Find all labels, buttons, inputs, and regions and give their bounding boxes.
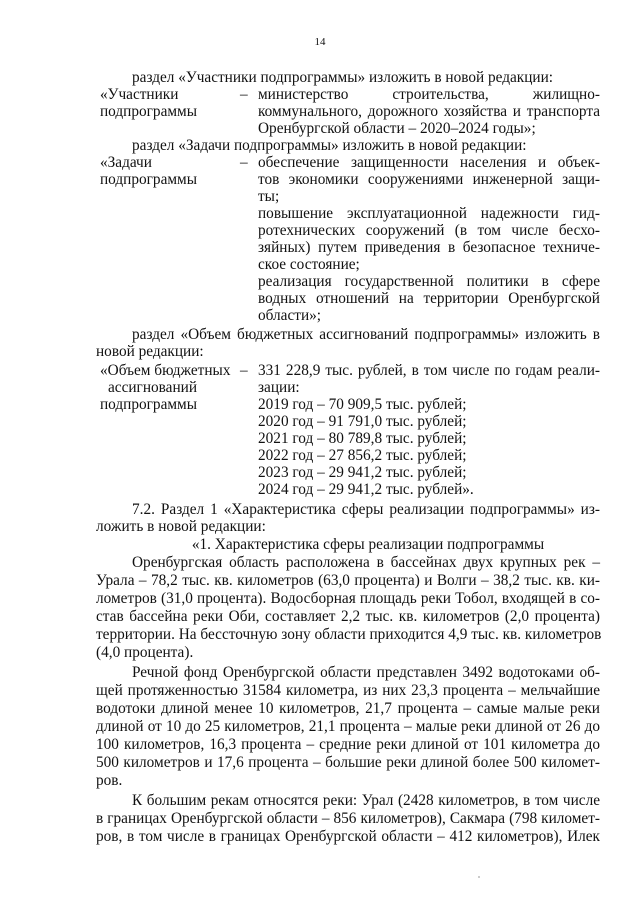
budget-dash: – xyxy=(240,362,248,379)
budget-value-line: зации: xyxy=(258,379,300,396)
participants-label: «Участники xyxy=(100,86,179,103)
budget-value-line: 331 228,9 тыс. рублей, в том числе по годам реали- xyxy=(258,362,600,379)
tasks-value-line: повышение эксплуатационной надежности гид- xyxy=(258,205,600,222)
budget-year-line: 2021 год – 80 789,8 тыс. рублей; xyxy=(258,430,467,447)
budget-label-cont: подпрограммы xyxy=(100,396,198,413)
participants-intro: раздел «Участники подпрограммы» изложить в новой редакции: xyxy=(132,69,554,86)
paragraph-line: длиной от 10 до 25 километров, 21,1 процента – малые реки длиной от 26 до xyxy=(96,718,600,735)
paragraph-line: став бассейна реки Оби, составляет 2,2 тыс. кв. километров (2,0 процента) xyxy=(96,608,600,625)
paragraph-line: водотоки длиной менее 10 километров, 21,7 процента – самые малые реки xyxy=(96,700,600,717)
tasks-value-line: ты; xyxy=(258,188,280,205)
item-7-2-cont: ложить в новой редакции: xyxy=(96,518,266,535)
paragraph-line: территории. На бессточную зону области приходится 4,9 тыс. кв. километров xyxy=(96,626,602,643)
tasks-value-line: области»; xyxy=(258,307,322,324)
tasks-label-cont: подпрограммы xyxy=(100,171,198,188)
tasks-label: «Задачи xyxy=(100,154,152,171)
paragraph-line: ров. xyxy=(96,772,123,789)
tasks-intro: раздел «Задачи подпрограммы» изложить в новой редакции: xyxy=(132,137,527,154)
tasks-value-line: водных отношений на территории Оренбургской xyxy=(258,290,600,307)
paragraph-line: в границах Оренбургской области – 856 километров), Сакмара (798 километ- xyxy=(96,810,600,827)
paragraph-line: Урала – 78,2 тыс. кв. километров (63,0 процента) и Волги – 38,2 тыс. кв. ки- xyxy=(96,572,600,589)
budget-intro-cont: новой редакции: xyxy=(96,343,204,360)
paragraph-line: щей протяженностью 31584 километра, из них 23,3 процента – мельчайшие xyxy=(96,682,600,699)
budget-year-line: 2020 год – 91 791,0 тыс. рублей; xyxy=(258,413,467,430)
budget-label-cont: ассигнований xyxy=(108,379,198,396)
paragraph-line: лометров (31,0 процента). Водосборная площадь реки Тобол, входящей в со- xyxy=(96,590,600,607)
participants-label-cont: подпрограммы xyxy=(100,103,198,120)
tasks-value-line: зяйных) путем приведения в безопасное техниче- xyxy=(258,239,600,256)
budget-intro: раздел «Объем бюджетных ассигнований подпрограммы» изложить в xyxy=(132,326,600,343)
tasks-value-line: тов экономики сооружениями инженерной защи- xyxy=(258,171,600,188)
page-number: 14 xyxy=(314,36,326,48)
participants-value-line: коммунального, дорожного хозяйства и транспорта xyxy=(258,103,600,120)
participants-value-line: министерство строительства, жилищно- xyxy=(258,86,600,103)
participants-dash: – xyxy=(240,86,248,103)
paragraph-line: Речной фонд Оренбургской области представлен 3492 водотоками об- xyxy=(132,664,600,681)
tasks-value-line: ское состояние; xyxy=(258,256,360,273)
budget-year-line: 2019 год – 70 909,5 тыс. рублей; xyxy=(258,396,467,413)
tasks-value-line: реализация государственной политики в сфере xyxy=(258,273,600,290)
tasks-dash: – xyxy=(240,154,248,171)
budget-year-line: 2022 год – 27 856,2 тыс. рублей; xyxy=(258,447,467,464)
section-heading: «1. Характеристика сферы реализации подпрограммы xyxy=(191,536,545,553)
paragraph-line: 500 километров и 17,6 процента – большие реки длиной более 500 километ- xyxy=(96,754,600,771)
tasks-value-line: ротехнических сооружений (в том числе бесхо- xyxy=(258,222,600,239)
scan-speck xyxy=(478,876,480,878)
paragraph-line: Оренбургская область расположена в бассейнах двух крупных рек – xyxy=(132,554,600,571)
tasks-value-line: обеспечение защищенности населения и объек- xyxy=(258,154,600,171)
budget-year-line: 2023 год – 29 941,2 тыс. рублей; xyxy=(258,464,467,481)
item-7-2: 7.2. Раздел 1 «Характеристика сферы реализации подпрограммы» из- xyxy=(132,501,600,518)
paragraph-line: К большим рекам относятся реки: Урал (2428 километров, в том числе xyxy=(132,792,600,809)
paragraph-line: (4,0 процента). xyxy=(96,644,194,661)
participants-value-line: Оренбургской области – 2020–2024 годы»; xyxy=(258,120,536,137)
budget-label: «Объем бюджетных xyxy=(100,362,231,379)
budget-year-line: 2024 год – 29 941,2 тыс. рублей». xyxy=(258,481,474,498)
paragraph-line: ров, в том числе в границах Оренбургской области – 412 километров), Илек xyxy=(96,828,600,845)
paragraph-line: 100 километров, 16,3 процента – средние реки длиной от 101 километра до xyxy=(96,736,600,753)
